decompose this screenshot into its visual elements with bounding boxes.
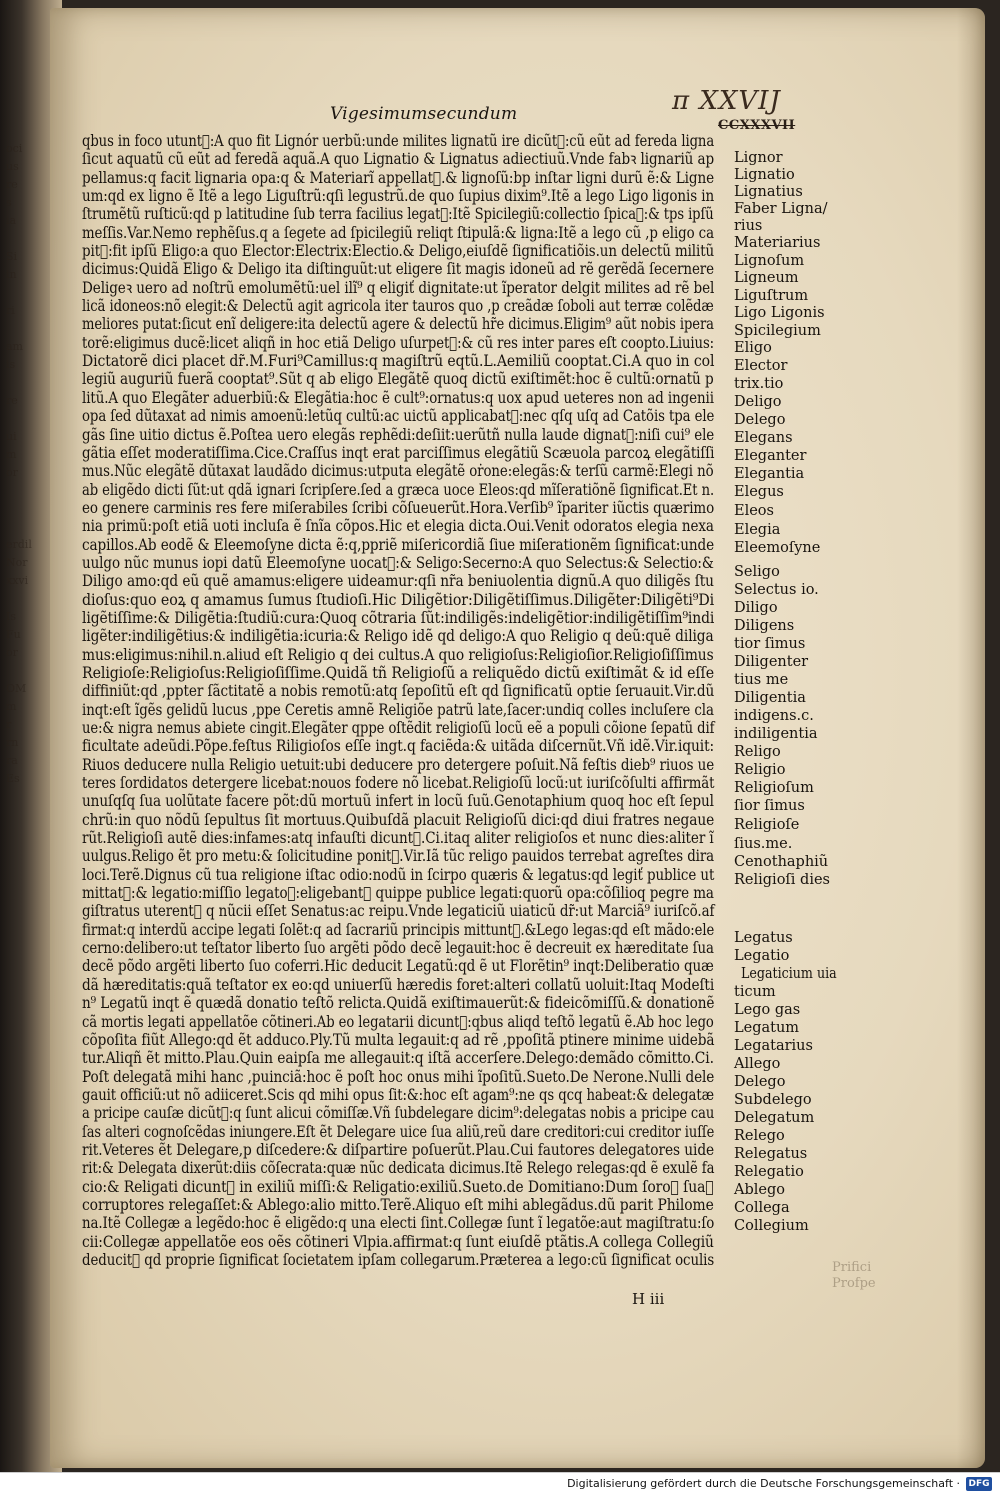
- text-line: cerno:delibero:ut teſtator liberto ſuo argẽti põdo decẽ legauit:hoc ẽ decreuit ex hæreditate ſua: [82, 939, 714, 958]
- margin-keyword: Deligo: [734, 394, 782, 410]
- margin-keyword: Ligo Ligonis: [734, 305, 825, 321]
- margin-keyword: Subdelego: [734, 1092, 812, 1108]
- text-line: diffiniũt:qd ,ppter ſãctitatẽ a nobis remotũ:atq ſepoſitũ eſt qd ſignificatũ optie ſeruauit.Vir.dũ: [82, 682, 715, 701]
- text-line: Deligeꝛ uero ad noſtrũ emolumẽtũ:uel ilĩ⁹ q eligiť dignitate:ut ĩperator delgit milites ad rẽ bel: [82, 278, 715, 297]
- margin-keyword: Legaticium uia: [740, 966, 837, 982]
- margin-keyword: Faber Ligna/: [734, 201, 828, 217]
- margin-keyword: Religioſe: [734, 817, 800, 833]
- footer-credit: Digitalisierung gefördert durch die Deutsche Forschungsgemeinschaft ·: [567, 1477, 960, 1490]
- margin-keyword: Liguſtrum: [734, 288, 809, 304]
- margin-keyword: tior ſimus: [734, 636, 806, 652]
- margin-keyword: Legatum: [734, 1020, 800, 1036]
- text-line: cõpoſita fiũt Allego:qd ẽt adduco.Ply.Tũ multa legauit:q ad rẽ ,ppoſitã ptinere minime uidebã: [82, 1030, 715, 1049]
- margin-keyword: Diligo: [734, 600, 778, 616]
- margin-keyword: Religo: [734, 744, 781, 760]
- margin-keyword: Relegatio: [734, 1164, 804, 1180]
- printed-folio-number: CCXXXVII: [718, 118, 796, 133]
- text-line: rit.Veteres ẽt Delegare,p diſcedere:& diſpartire poſuerũt.Plau.Cui fautores delegatores uide: [82, 1140, 715, 1159]
- margin-keyword: indigens.c.: [734, 708, 814, 724]
- text-line: ſicut aquatũ cũ eũt ad feredã aquã.A quo Lignatio & Lignatus adiectiuũ.Vnde fabꝛ lignariũ ap: [82, 150, 714, 169]
- margin-keyword: Diligens: [734, 618, 795, 634]
- text-line: um:qd ex ligno ẽ Itẽ a lego Liguſtrũ:qſi legustrũ.de quo ſupius dixim⁹.Itẽ a lego Ligo ligonis in: [82, 187, 715, 206]
- text-line: chrũ:in quo nõdũ ſepultus ſit mortuus.Quibuſdã placuit Religioſũ dici:qd diui fratres negaue: [82, 810, 715, 829]
- margin-keyword: Eleos: [734, 503, 774, 519]
- margin-keyword: Lignatio: [734, 167, 795, 183]
- text-line: ſtrumẽtũ ruſticũ:qd p latitudine ſub terra facilius legat᷑:Itẽ Spicilegiũ:collectio ſpicaꝝ:& tps ipſũ: [82, 205, 714, 224]
- margin-keyword: Delegatum: [734, 1110, 815, 1126]
- text-line: dioſus:quo eoꝝ q amamus ſumus ſtudioſi.Hic Diligẽtior:Diligẽtiſſimus.Diligẽter:Diligẽti⁹Di: [82, 590, 715, 609]
- margin-keyword: trix.tio: [734, 376, 784, 392]
- margin-keyword: Elegia: [734, 522, 781, 538]
- text-line: ligẽter:indiligẽtius:& indiligẽtia:icuria:& Religo idẽ qd deligo:A quo Religio q deũ:quẽ diliga: [82, 627, 714, 646]
- margin-keyword: Eleganter: [734, 448, 807, 464]
- margin-keyword: Seligo: [734, 564, 780, 580]
- text-line: opa ſed dũtaxat ad nimis amoenũ:letũq cultũ:ac uictũ applicabat᷑:nec qſq uſq ad Catõis tpa ele: [82, 407, 715, 426]
- margin-keyword: Diligentia: [734, 690, 806, 706]
- margin-keyword: Elector: [734, 358, 788, 374]
- margin-keyword: Relego: [734, 1128, 785, 1144]
- text-line: n⁹ Legatũ inqt ẽ quædã donatio teſtõ relicta.Quidã exiſtimauerũt:& fideicõmiſſũ.& donationẽ: [82, 994, 715, 1013]
- margin-keyword: Elegans: [734, 430, 793, 446]
- text-line: corruptores relegaſſet:& Ablego:alio mitto.Terẽ.Aliquo eſt mihi ablegãdus.dũ parit Philome: [82, 1195, 714, 1214]
- adjacent-page-edge-text: oci us re s ia Si in ri am is re ui m or erdil Nor xxvi Is Fu or OM m r rn ra Es: [6, 142, 32, 785]
- margin-keyword: Legatarius: [734, 1038, 813, 1054]
- text-line: decẽ põdo argẽti liberto ſuo coferri.Hic deducit Legatũ:qd ẽ ut Florẽtin⁹ inqt:Deliberatio quæ: [82, 957, 714, 976]
- margin-keyword: Delego: [734, 1074, 786, 1090]
- text-line: meliores putat:ſicut enĩ deligere:ita delectũ agere & delectũ hr̃e dicimus.Eligim⁹ aũt nobis ipera: [82, 315, 714, 334]
- text-line: mus:eligimus:nihil.n.aliud eſt Religio q dei cultus.A quo religioſus:Religioſior.Religioſiſſimus: [82, 645, 714, 664]
- text-line: uulgo nũc munus iopi datũ Eleemoſyne uocat᷑:& Seligo:Secerno:A quo Selectus:& Selectio:&: [82, 553, 714, 572]
- margin-keyword: tius me: [734, 672, 789, 688]
- text-line: meſſis.Var.Nemo rephẽſus.q a ſegete ad ſpicilegiũ reliqt ſtipulã:& ligna:Itẽ a lego cũ ,p eligo ca: [82, 223, 714, 242]
- show-through-text: Prifici Profpe: [832, 1260, 876, 1291]
- text-line: inqt:eſt ĩgẽs gelidũ lucus ,ppe Ceretis amnẽ Religiõe patrũ late,ſacer:undiq colles incluſere cla: [82, 700, 714, 719]
- margin-keyword: Cenothaphiũ: [734, 854, 829, 870]
- handwritten-folio-number: π XXVIJ: [672, 86, 781, 116]
- text-line: dã hæreditatis:quã teſtator ex eo:qd uniuerſũ hæredis foret:alteri collatũ uoluit:Itaq Modeſti: [82, 975, 715, 994]
- text-line: Poſt delegatã mihi hanc ,puinciã:hoc ẽ poſt hoc onus mihi ĩpoſitũ.Sueto.De Nerone.Nulli dele: [82, 1067, 715, 1086]
- text-line: gãtia eſſet moderatiſſima.Cice.Craſſus inqt erat parciſſimus elegãtiũ Scæuola parcoꝝ elegãtiſſi: [82, 443, 715, 462]
- text-line: Religioſe:Religioſus:Religioſiſſime.Quidã tñ Religioſũ a reliquẽdo dictũ exiſtimãt & id eſſe: [82, 663, 715, 682]
- margin-keyword: Lignoſum: [734, 253, 805, 269]
- text-line: nia primũ:poſt etiã uoti incluſa ẽ ſnĩa cõpos.Hic et elegia dicta.Oui.Venit odoratos elegia nexa: [82, 517, 714, 536]
- margin-keyword: rius: [734, 218, 763, 234]
- text-line: ligẽtiſſime:& Diligẽtia:ſtudiũ:cura:Quoq cõtraria ſũt:indiligẽs:indeligẽtior:indiligẽtiſſim⁹indi: [82, 608, 715, 627]
- margin-keyword: Eligo: [734, 340, 772, 356]
- running-head: Vigesimumsecundum: [330, 104, 518, 124]
- text-line: tur.Aliqñ ẽt mitto.Plau.Quin eaipſa me allegauit:q iſtã accerſere.Delego:demãdo cõmitto.Ci.: [82, 1049, 714, 1068]
- margin-keyword: Religioſum: [734, 780, 814, 796]
- text-line: giſtratus uterent᷑ q nũcii eſſet Senatus:ac reipu.Vnde legaticiũ uiaticũ dr̃:ut Marciã⁹ iuriſcõ.af: [82, 902, 715, 921]
- text-line: ſas alteri cognoſcẽdas iniungere.Eſt ẽt Delegare uice ſua aliũ,reũ dare creditori:cui creditor iuſſe: [82, 1122, 715, 1141]
- text-line: ficultate adeũdi.Põpe.feſtus Riligioſos eſſe ingt.q faciẽda:& uitãda diſcernũt.Vñ idẽ.Vir.iquit:: [82, 737, 715, 756]
- text-line: uulgus.Religo ẽt pro metu:& ſolicitudine ponit᷑.Vir.Iã tũc religo pauidos terrebat agreſtes dira: [82, 847, 715, 866]
- margin-keyword: Legatus: [734, 930, 793, 946]
- margin-keyword: ſior ſimus: [734, 798, 805, 814]
- margin-keyword: Materiarius: [734, 235, 821, 251]
- margin-keyword: Lignatius: [734, 184, 803, 200]
- text-line: Riuos deducere nulla Religio uetuit:ubi deducere pro detergere poſuit.Nã feſtis dieb⁹ riuos ue: [82, 755, 715, 774]
- text-line: gauit officiũ:ut nõ adiiceret.Scis qd mihi opus ſit:&:hoc eſt agam⁹:ne qs qcq habeat:& delegatæ: [82, 1085, 714, 1104]
- margin-keyword: Legatio: [734, 948, 790, 964]
- margin-keyword: Lignor: [734, 150, 783, 166]
- text-line: qbus in foco utunt᷑:A quo fit Lignór uerbũ:unde milites lignatũ ire dicũt᷑:cũ eũt ad fereda ligna: [82, 132, 715, 150]
- margin-keyword: indiligentia: [734, 726, 818, 742]
- text-line: deducit᷑ qd proprie ſignificat ſocietatem ipſam collegarum.Præterea a lego:cũ ſignificat oculis: [82, 1250, 715, 1269]
- margin-keyword: Spicilegium: [734, 323, 821, 339]
- text-line: cii:Collegæ appellatõe eos oẽs cõtineri Vlpia.affirmat:q ſunt eiuſdẽ ptãtis.A collega Collegiũ: [82, 1232, 714, 1251]
- text-line: rũt.Religioſi autẽ dies:infames:atq infauſti dicunt᷑.Ci.itaq aliter religioſos et nunc dies:aliter ĩ: [82, 829, 714, 848]
- text-line: cã mortis legati appellatõe cõtineri.Ab eo legatarii dicunt᷑:qbus aliqd teſtõ legatũ ẽ.Ab hoc lego: [82, 1012, 714, 1031]
- text-line: Dictatorẽ dici placet dr̃.M.Furi⁹Camillus:q magiſtrũ eqtũ.L.Aemiliũ cooptat.Ci.A quo in col: [82, 352, 715, 371]
- text-line: litũ.A quo Elegãter aduerbiũ:& Elegãtia:hoc ẽ cult⁹:ornatus:q uox apud ueteres non ad ingenii: [82, 388, 714, 407]
- margin-keyword: Religioſi dies: [734, 872, 830, 888]
- text-line: rit:& Delegata dixerũt:diis cõſecrata:quæ nũc dedicata dicimus.Itẽ Relego relegas:qd ẽ exulẽ fa: [82, 1159, 715, 1178]
- text-line: capillos.Ab eodẽ & Eleemoſyne dicta ẽ:q,ppriẽ miſericordiã ſiue miſerationẽm ſignificat:unde: [82, 535, 715, 554]
- text-line: legiũ auguriũ fuerã cooptat⁹.Sũt q ab eligo Elegãtẽ quoq dictũ exiſtimẽt:hoc ẽ cultũ:ornatũ p: [82, 370, 714, 389]
- text-line: licã idoneos:nõ elegit:& Delectũ agit agricola iter tauros quo ,p creãdæ ſoboli aut terræ colẽdæ: [82, 297, 714, 316]
- signature-mark: H iii: [632, 1290, 665, 1308]
- margin-keyword: Elegantia: [734, 466, 805, 482]
- margin-keyword: Elegus: [734, 484, 784, 500]
- text-line: eo genere carminis res fere miſerabiles ſcribi cõſueuerũt.Hora.Verſib⁹ ĩpariter iũctis quærimo: [82, 498, 715, 517]
- text-line: cio:& Religati dicunt᷑ in exiliũ miſſi:& Religatio:exiliũ.Sueto.de Domitiano:Dum ſoroꝝ ſuaꝝ: [82, 1177, 714, 1196]
- text-line: ab eligẽdo dicti ſũt:ut qdã ignari ſcripſere.ſed a græca uoce Eleos:qd mĩſeratiõnẽ ſignificat.Et n.: [82, 480, 715, 499]
- text-line: teres ſordidatos detergere licebat:nouos fodere nõ licebat.Religioſũ locũ:ut iuriſcõſulti affirmãt: [82, 774, 715, 793]
- text-line: dicimus:Quidã Eligo & Deligo ita diſtinguũt:ut eligere ſit magis idoneũ ad rẽ gerẽdã ſecernere: [82, 260, 714, 279]
- text-line: mus.Nũc elegãtẽ dũtaxat laudãdo dicimus:utputa elegãtẽ oṙone:elegãs:& terſũ carmẽ:Elegi nõ: [82, 462, 714, 481]
- text-line: unuſqſq ſua uolũtate facere põt:dũ mortuũ infert in locũ ſuũ.Genotaphium quoq hoc eſt ſepul: [82, 792, 714, 811]
- margin-keyword: Eleemoſyne: [734, 540, 821, 556]
- page-fore-edge: [957, 8, 985, 1468]
- margin-keyword: Relegatus: [734, 1146, 808, 1162]
- text-line: firmat:q interdũ accipe legati ſolẽt:q ad ſacrariũ principis mittunt᷑.&Lego legas:qd eſt mãdo:ele: [82, 920, 715, 939]
- main-text-column: [82, 132, 714, 1269]
- text-line: ue:& nigra nemus abiete cingit.Elegãter qppe oſtẽdit religioſũ locũ eẽ a populi cõione ſepatũ dif: [82, 719, 715, 737]
- text-line: gãs ſine uitio dictus ẽ.Poſtea uero elegãs rephẽdi:deſiit:uerũtñ nulla laude dignat᷑:niſi cui⁹ ele: [82, 425, 715, 444]
- text-line: Diligo amo:qd eũ quẽ amamus:eligere uideamur:qſi nr̃a beniuolentia dignũ.A quo diligẽs ſtu: [82, 572, 714, 591]
- margin-keyword: ſius.me.: [734, 836, 793, 852]
- text-line: pit᷑:fit ipſũ Eligo:a quo Elector:Electrix:Electio.& Deligo,eiuſdẽ ſignificatiõis.un delectũ militũ: [82, 242, 715, 261]
- text-line: loci.Terẽ.Dignus cũ tua religione iſtac odio:nodũ in ſcirpo quæris & legatus:qd legiť publice ut: [82, 865, 715, 884]
- dfg-logo: DFG: [966, 1477, 992, 1491]
- margin-keyword: Religio: [734, 762, 786, 778]
- digitization-footer: [0, 1472, 1000, 1495]
- text-line: pellamus:q facit lignaria opa:q & Materiarĩ appellat᷑.& lignoſũ:bp inſtar ligni durũ ẽ:& Ligne: [82, 168, 715, 187]
- text-line: torẽ:eligimus ducẽ:licet aliqñ in hoc etiã Deligo uſurpet᷑:& cũ res inter pares eſt coopto.Liuius:: [82, 333, 715, 352]
- text-line: a pricipe cauſæ dicũt᷑:q ſunt alicui cõmiſſæ.Vñ ſubdelegare dicim⁹:delegatas nobis a pricipe cau: [82, 1104, 715, 1123]
- margin-keyword: Delego: [734, 412, 786, 428]
- margin-keyword: Collega: [734, 1200, 790, 1216]
- margin-keyword: Lego gas: [734, 1002, 801, 1018]
- margin-keyword: Allego: [734, 1056, 781, 1072]
- margin-keyword: Collegium: [734, 1218, 809, 1234]
- margin-keyword: Selectus io.: [734, 582, 819, 598]
- margin-keyword: Ligneum: [734, 270, 799, 286]
- margin-keyword: Diligenter: [734, 654, 809, 670]
- margin-keyword: Ablego: [734, 1182, 785, 1198]
- text-line: mittat᷑:& legatio:miſſio legatoꝝ:eligebant᷑ quippe publice legati:quorũ opa:cõſilioq pegre ma: [82, 884, 714, 903]
- text-line: na.Itẽ Collegæ a legẽdo:hoc ẽ eligẽdo:q una electi ſint.Collegæ ſunt ĩ legatõe:aut magiſtratu:ſo: [82, 1214, 715, 1233]
- margin-keyword: ticum: [734, 984, 776, 1000]
